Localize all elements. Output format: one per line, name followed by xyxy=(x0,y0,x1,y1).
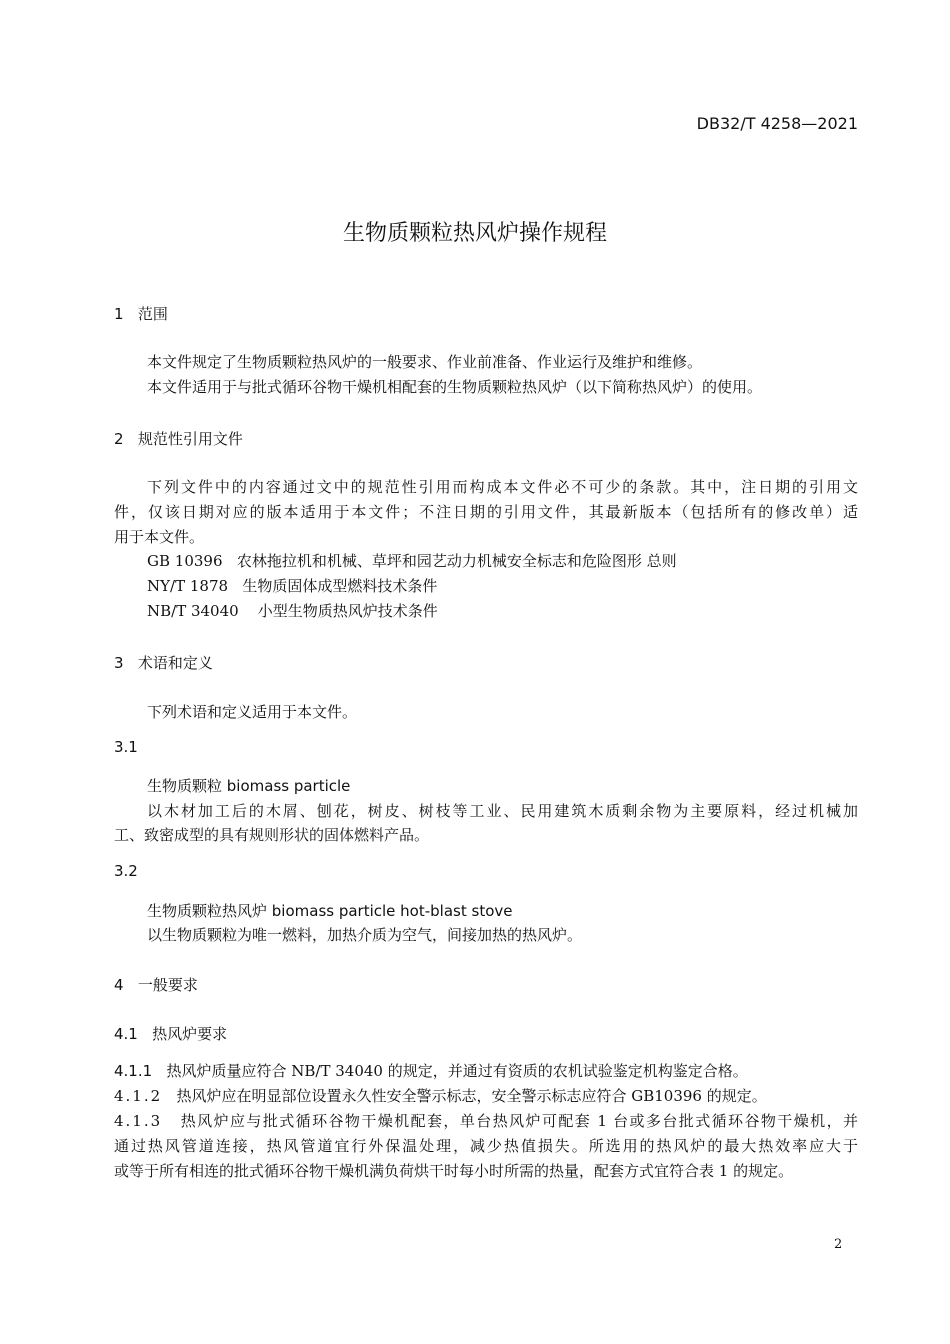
clause-number: 4.1.1 xyxy=(114,1062,153,1080)
paragraph-line: 下列术语和定义适用于本文件。 xyxy=(147,703,358,721)
section-number: 4 xyxy=(114,976,124,994)
paragraph-line: 件，仅该日期对应的版本适用于本文件；不注日期的引用文件，其最新版本（包括所有的修改单）适 xyxy=(114,503,858,521)
subsection-number: 4.1 xyxy=(114,1025,138,1043)
clause-number: 4.1.2 xyxy=(114,1087,163,1105)
section-number: 1 xyxy=(114,305,124,323)
section-title: 术语和定义 xyxy=(137,654,213,672)
section-4-heading xyxy=(114,974,198,995)
reference-code: NB/T 34040 xyxy=(147,602,239,620)
reference-item xyxy=(147,600,858,622)
term-number: 3.1 xyxy=(114,738,138,756)
clause-text: 热风炉应与批式循环谷物干燥机配套，单台热风炉可配套 1 台或多台批式循环谷物干燥机，并 xyxy=(180,1112,858,1130)
clause-number: 4.1.3 xyxy=(114,1112,163,1130)
paragraph-line: 以木材加工后的木屑、刨花，树皮、树枝等工业、民用建筑木质剩余物为主要原料，经过机械加 xyxy=(147,802,858,820)
clause xyxy=(114,1085,858,1107)
paragraph-line: 以生物质颗粒为唯一燃料，加热介质为空气，间接加热的热风炉。 xyxy=(147,926,583,944)
clause xyxy=(114,1060,858,1082)
term-title: 生物质颗粒热风炉 biomass particle hot-blast stove xyxy=(147,902,513,920)
section-1-heading xyxy=(114,303,168,324)
clause-text: 热风炉质量应符合 NB/T 34040 的规定，并通过有资质的农机试验鉴定机构鉴定合格。 xyxy=(166,1062,748,1080)
paragraph-line: 本文件规定了生物质颗粒热风炉的一般要求、作业前准备、作业运行及维护和维修。 xyxy=(147,353,703,371)
reference-title: 生物质固体成型燃料技术条件 xyxy=(242,577,438,595)
section-2-heading xyxy=(114,428,243,449)
reference-code: NY/T 1878 xyxy=(147,577,229,595)
document-number: DB32/T 4258—2021 xyxy=(696,114,858,133)
paragraph-line: 通过热风管道连接，热风管道宜行外保温处理，减少热值损失。所选用的热风炉的最大热效率应大于 xyxy=(114,1137,858,1155)
paragraph-line: 本文件适用于与批式循环谷物干燥机相配套的生物质颗粒热风炉（以下简称热风炉）的使用。 xyxy=(147,378,763,396)
clause-text: 热风炉应在明显部位设置永久性安全警示标志，安全警示标志应符合 GB10396 的规定。 xyxy=(176,1087,767,1105)
paragraph-line: 或等于所有相连的批式循环谷物干燥机满负荷烘干时每小时所需的热量，配套方式宜符合表 1 的规定。 xyxy=(114,1162,794,1180)
section-number: 2 xyxy=(114,430,124,448)
section-number: 3 xyxy=(114,654,124,672)
paragraph-line: 工、致密成型的具有规则形状的固体燃料产品。 xyxy=(114,826,430,844)
reference-title: 农林拖拉机和机械、草坪和园艺动力机械安全标志和危险图形 总则 xyxy=(236,552,677,570)
reference-code: GB 10396 xyxy=(147,552,223,570)
paragraph-line: 下列文件中的内容通过文中的规范性引用而构成本文件必不可少的条款。其中，注日期的引用文 xyxy=(147,478,858,496)
section-title: 规范性引用文件 xyxy=(137,430,243,448)
clause xyxy=(114,1110,858,1132)
section-3-heading xyxy=(114,652,213,673)
page-number: 2 xyxy=(834,1237,843,1252)
reference-item xyxy=(147,550,858,572)
term-title: 生物质颗粒 biomass particle xyxy=(147,777,351,795)
subsection-title: 热风炉要求 xyxy=(152,1025,228,1043)
section-title: 范围 xyxy=(137,305,168,323)
page-title: 生物质颗粒热风炉操作规程 xyxy=(342,221,607,246)
section-title: 一般要求 xyxy=(137,976,198,994)
reference-item xyxy=(147,575,858,597)
subsection-heading xyxy=(114,1023,227,1044)
paragraph-line: 用于本文件。 xyxy=(114,528,205,546)
term-number: 3.2 xyxy=(114,862,138,880)
reference-title: 小型生物质热风炉技术条件 xyxy=(257,602,438,620)
